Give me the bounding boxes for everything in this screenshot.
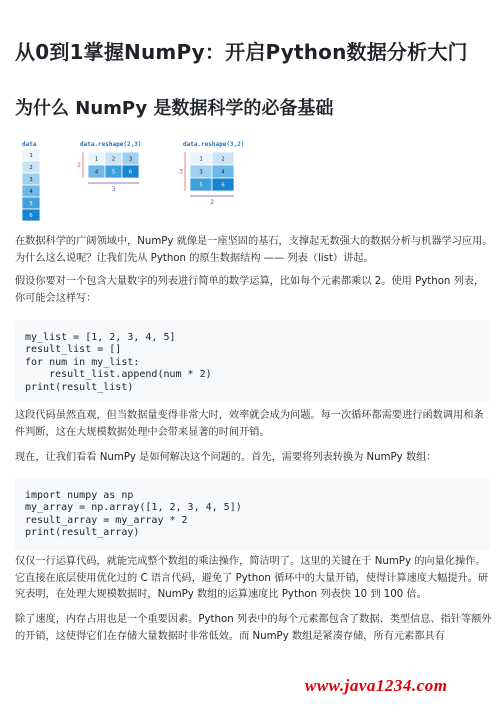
data-cell-value: 5 — [29, 201, 33, 207]
figure-label-reshape32: data.reshape(3,2) — [183, 141, 245, 148]
data-cell-value: 6 — [29, 213, 33, 219]
paragraph-list-problem: 这段代码虽然直观，但当数据量变得非常大时，效率就会成为问题。每一次循环都需要进行函数调用和条件判断，这在大规模数据处理中会带来显著的时间开销。 — [15, 410, 484, 438]
watermark: www.java1234.com — [305, 676, 448, 695]
reshape23-cell-value: 2 — [111, 156, 116, 163]
data-cell-value: 2 — [29, 165, 33, 171]
figure-label-data: data — [22, 141, 37, 148]
reshape32-cell-value: 4 — [221, 169, 225, 176]
paragraph-numpy-intro: 现在，让我们看看 NumPy 是如何解决这个问题的。首先，需要将列表转换为 NumPy 数组： — [15, 452, 437, 463]
reshape-figure — [0, 132, 502, 224]
cols23-label: 3 — [111, 186, 116, 193]
paragraph-list-setup: 假设你要对一个包含大量数字的列表进行简单的数学运算，比如每个元素都乘以 2。使用 Python 列表，你可能会这样写： — [15, 276, 485, 304]
data-cell-value: 1 — [29, 153, 33, 159]
reshape32-cell-value: 3 — [199, 169, 203, 176]
section-heading: 为什么 NumPy 是数据科学的必备基础 — [15, 98, 334, 119]
figure-label-reshape23: data.reshape(2,3) — [80, 141, 142, 148]
reshape23-cell-value: 6 — [128, 169, 133, 176]
rows32-label: 3 — [179, 168, 183, 176]
reshape32-cell-value: 2 — [221, 156, 225, 163]
reshape32-cell-value: 6 — [221, 182, 225, 189]
paragraph-intro: 在数据科学的广阔领域中，NumPy 就像是一座坚固的基石，支撑起无数强大的数据分析与机器学习应用。为什么这么说呢？让我们先从 Python 的原生数据结构 —— 列表（list）讲起。 — [15, 236, 493, 264]
paragraph-memory: 除了速度，内存占用也是一个重要因素。Python 列表中的每个元素都包含了数据、类型信息、指针等额外的开销，这使得它们在存储大量数据时非常低效。而 NumPy 数组是紧凑存储，所有元素都具有 — [15, 614, 492, 642]
paragraph-vectorization: 仅仅一行运算代码，就能完成整个数组的乘法操作，简洁明了。这里的关键在于 NumPy 的向量化操作。它直接在底层使用优化过的 C 语言代码，避免了 Python 循环中的大量开销，使得计算速度大幅提升。研究表明，在处理大规模数据时，NumPy 数组的运算速度比 Python 列表快 10 到 100 倍。 — [15, 556, 489, 600]
page-title: 从0到1掌握NumPy：开启Python数据分析大门 — [15, 40, 468, 64]
reshape23-cell-value: 5 — [111, 169, 116, 176]
data-cell-value: 3 — [29, 177, 33, 183]
code-block-numpy: import numpy as np my_array = np.array([1, 2, 3, 4, 5]) result_array = my_array * 2 print(result_array) — [15, 478, 490, 550]
reshape32-cell-value: 1 — [199, 156, 203, 163]
reshape23-cell-value: 4 — [94, 169, 99, 176]
reshape23-cell-value: 3 — [128, 156, 133, 163]
reshape32-cell-value: 5 — [199, 182, 203, 189]
data-cell-value: 4 — [29, 189, 33, 195]
reshape23-cell-value: 1 — [94, 156, 99, 163]
code-block-list: my_list = [1, 2, 3, 4, 5] result_list = [] for num in my_list: result_list.append(num * 2) print(result_list) — [15, 320, 490, 402]
cols32-label: 2 — [210, 199, 214, 206]
rows23-label: 2 — [77, 162, 81, 169]
